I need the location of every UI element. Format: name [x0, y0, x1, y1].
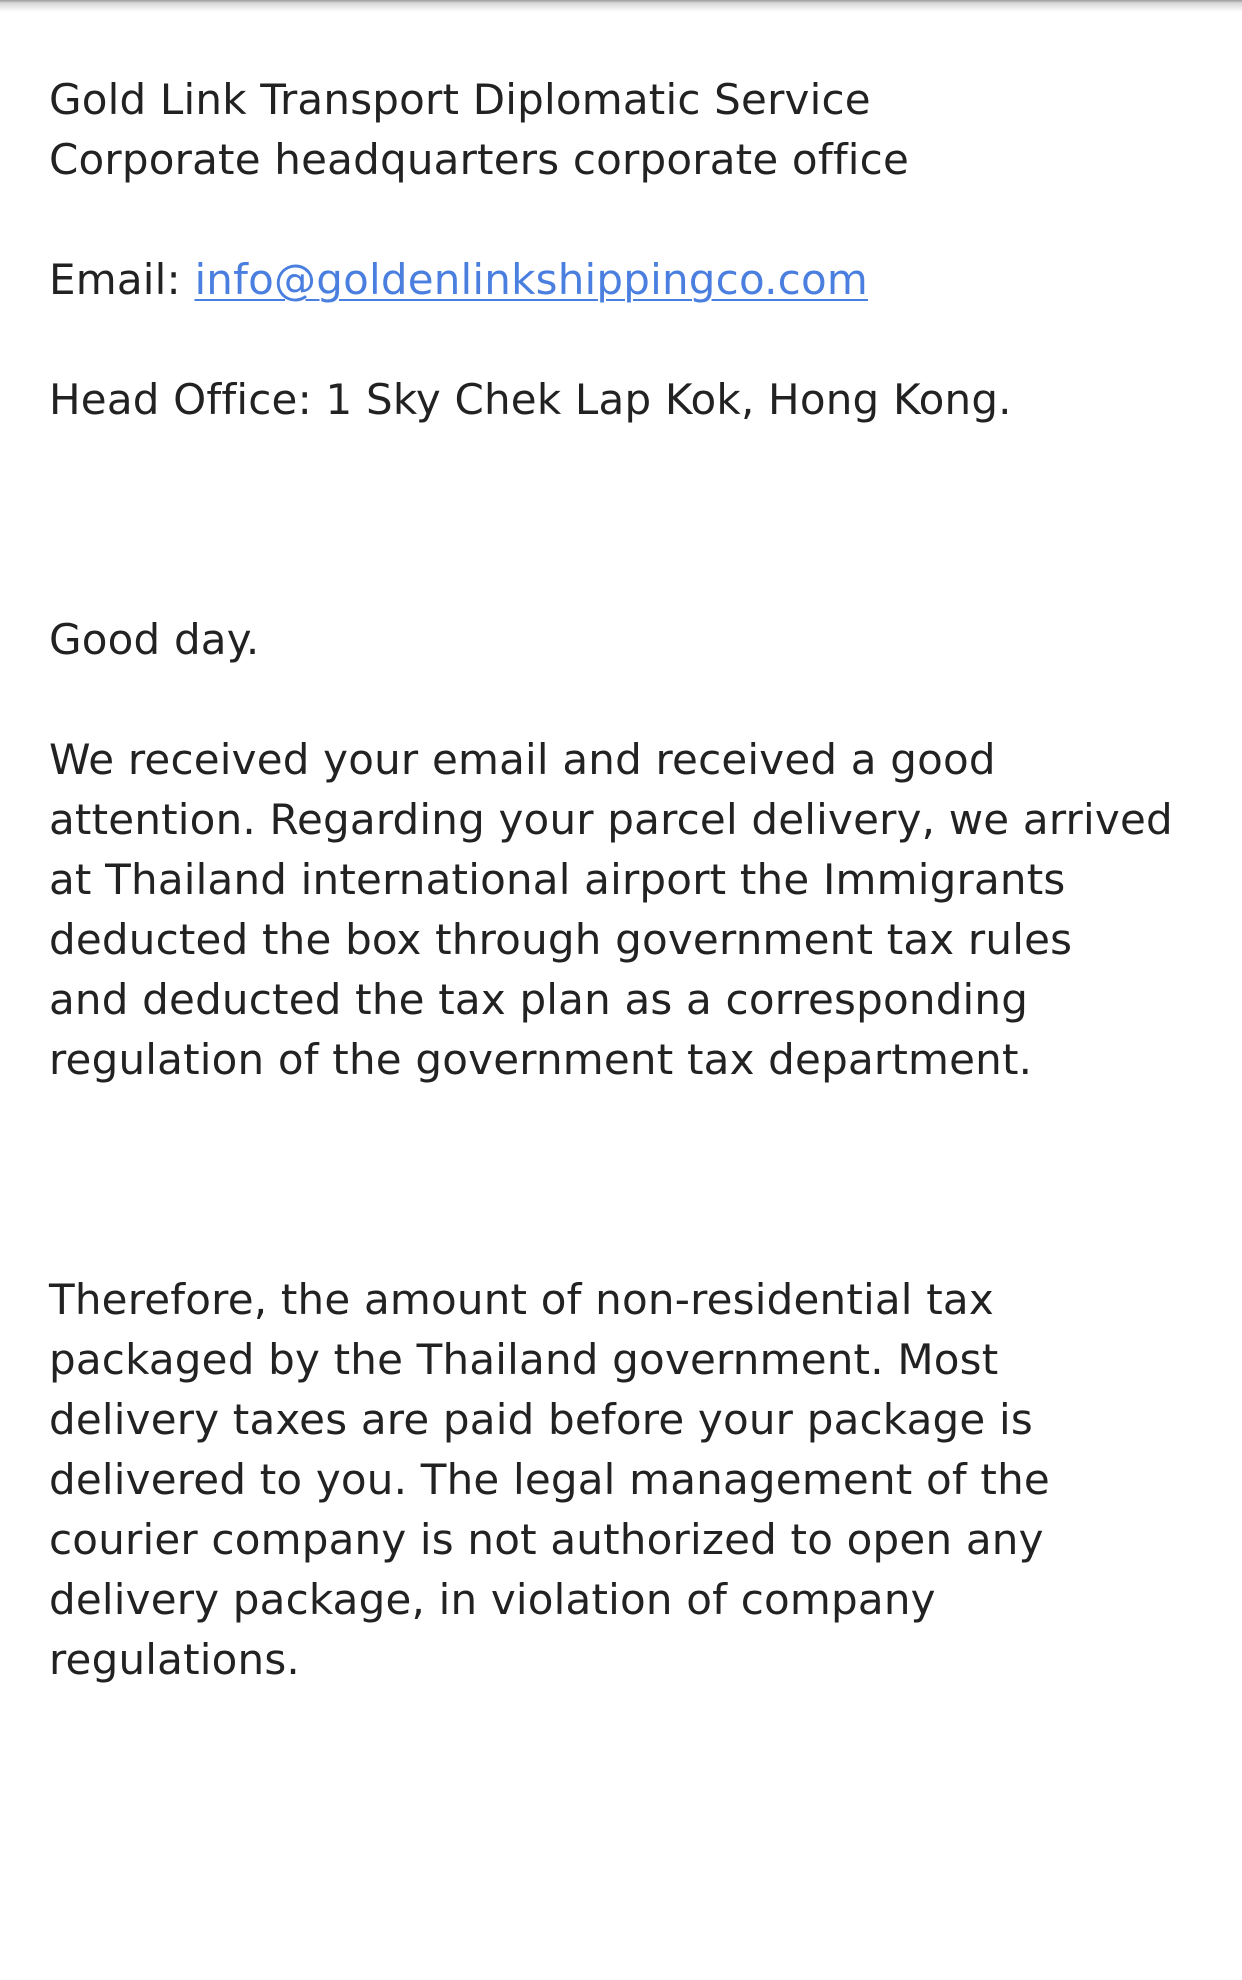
spacer [49, 430, 1219, 610]
greeting: Good day. [49, 615, 260, 664]
email-link[interactable]: info@goldenlinkshippingco.com [194, 255, 868, 304]
paragraph-line: deducted the box through government tax rules [49, 915, 1073, 964]
paragraph-line: regulations. [49, 1635, 300, 1684]
spacer [49, 310, 1219, 370]
email-body [49, 70, 1219, 1690]
email-label: Email: [49, 255, 195, 304]
paragraph-line: regulation of the government tax department. [49, 1035, 1033, 1084]
head-office: Head Office: 1 Sky Chek Lap Kok, Hong Kong. [49, 375, 1012, 424]
paragraph-1 [49, 730, 1219, 1090]
paragraph-line: delivered to you. The legal management of the [49, 1455, 1050, 1504]
spacer [49, 670, 1219, 730]
paragraph-line: delivery taxes are paid before your package is [49, 1395, 1033, 1444]
paragraph-2 [49, 1270, 1219, 1690]
paragraph-line: and deducted the tax plan as a corresponding [49, 975, 1029, 1024]
paragraph-line: at Thailand international airport the Immigrants [49, 855, 1066, 904]
paragraph-line: packaged by the Thailand government. Most [49, 1335, 999, 1384]
paragraph-line: attention. Regarding your parcel delivery, we arrived [49, 795, 1173, 844]
company-name: Gold Link Transport Diplomatic Service [49, 75, 871, 124]
top-edge-shadow [0, 0, 1242, 12]
paragraph-line: delivery package, in violation of company [49, 1575, 936, 1624]
company-subtitle: Corporate headquarters corporate office [49, 135, 910, 184]
spacer [49, 190, 1219, 250]
spacer [49, 1090, 1219, 1270]
paragraph-line: Therefore, the amount of non-residential tax [49, 1275, 994, 1324]
email-line [49, 250, 1219, 310]
paragraph-line: courier company is not authorized to open any [49, 1515, 1044, 1564]
paragraph-line: We received your email and received a good [49, 735, 996, 784]
